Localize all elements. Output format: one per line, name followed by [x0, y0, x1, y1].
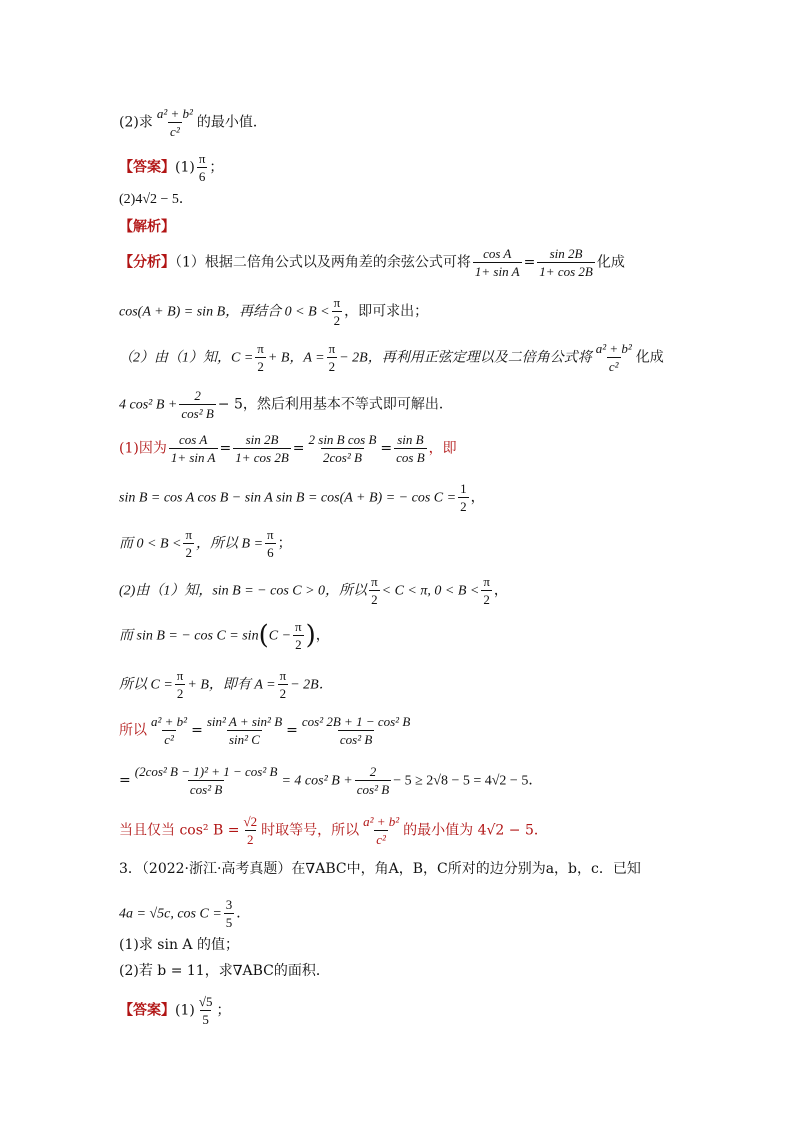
question-3-title: 3．（2022·浙江·高考真题）在∇ABC中，角A，B，C所对的边分别为a，b，c．已知: [119, 861, 641, 877]
fraction: $\frac{\text{cos² 2B + 1 − cos² B}}{\text{cos² B}}$: [301, 714, 411, 747]
fraction: $\frac{\pi}{2}$: [483, 574, 490, 607]
answer-part-1: 【答案】(1) $\frac{\pi}{6}$ ；: [119, 151, 224, 184]
fraction: $\frac{\pi}{2}$: [279, 668, 287, 701]
solution-line-3: 而 0 < B < $\frac{\pi}{2}$ ，所以 B = $\frac{\pi}{6}$ ；: [119, 527, 292, 560]
part-label: (2)求: [119, 114, 153, 131]
solution-line-7: 所以 $\frac{\text{a² + b²}}{\text{c²}}$ = $\frac{\text{sin² A + sin² B}}{\text{sin² C}}$ = $\frac{\text{cos² 2B + 1 − cos² B}}{\text{cos² B}}$: [119, 714, 411, 747]
answer-tag: 【答案】: [119, 1002, 175, 1019]
fraction: $\frac{\text{sin B}}{\text{cos B}}$: [396, 432, 425, 465]
question-3-part-2: (2)若 b = 11，求∇ABC的面积．: [119, 963, 330, 979]
fraction: $\frac{\sin 2B}{1+ \cos 2B}$: [235, 432, 289, 465]
fraction: $\frac{\text{a² + b²}}{\text{c²}}$: [151, 714, 188, 747]
fraction: $\frac{\text{a² + b²}}{\text{c²}}$: [595, 341, 632, 374]
fraction: $\frac{3}{5}$: [225, 897, 233, 930]
fraction: $\frac{\pi}{2}$: [257, 341, 264, 374]
fraction: $\frac{\text{cos A}}{\text{1+ sin A}}$: [170, 432, 216, 465]
fraction: $\frac{\text{cos A}}{\text{1+ sin A}}$: [474, 246, 520, 279]
solution-line-9: 当且仅当 cos² B = $\frac{√2}{2}$ 时取等号，所以 $\frac{\text{a² + b²}}{\text{c²}}$ 的最小值为 4√2 − 5．: [119, 814, 548, 847]
solution-line-6: 所以 C = $\frac{\pi}{2}$ + B，即有 A = $\frac{\pi}{2}$ − 2B．: [119, 668, 333, 701]
solution-line-2: sin B = cos A cos B − sin A sin B = cos(A + B) = − cos C = $\frac{1}{2}$ ，: [119, 481, 485, 514]
fenxi-line-3: （2）由（1）知，C = $\frac{\pi}{2}$ + B，A = $\frac{\pi}{2}$ − 2B，再利用正弦定理以及二倍角公式将 $\frac{\text{a² + b²}}{\text{c²}}$ 化成: [119, 341, 664, 374]
fraction: $\frac{\pi}{2}$: [185, 527, 193, 560]
fraction: $\frac{2}{\text{cos² B}}$: [356, 764, 390, 797]
fraction: $\frac{\text{2 sin B cos B}}{\text{2cos² B}}$: [308, 432, 377, 465]
fraction: $\frac{\pi}{2}$: [333, 295, 341, 328]
fraction: $\frac{\pi}{2}$: [328, 341, 336, 374]
fraction: $\frac{\text{a² + b²}}{\text{c²}}$: [156, 106, 193, 139]
fraction: $\frac{\pi}{2}$: [295, 619, 302, 652]
fenxi-line-1: 【分析】（1）根据二倍角公式以及两角差的余弦公式可将 $\frac{\text{cos A}}{\text{1+ sin A}}$ = $\frac{\sin 2B}{1+ \cos 2B}$ 化成: [119, 246, 625, 279]
fraction: $\frac{1}{2}$: [460, 481, 467, 514]
fraction: $\frac{\sin 2B}{1+ \cos 2B}$: [539, 246, 593, 279]
fraction: $\frac{2}{\text{cos² B}}$: [181, 388, 214, 421]
question-3-answer: 【答案】(1) $\frac{√5}{5}$ ；: [119, 994, 231, 1027]
fraction: $\frac{\text{a² + b²}}{\text{c²}}$: [363, 814, 400, 847]
question-part-2: (2)求 $\frac{\text{a² + b²}}{\text{c²}}$ 的最小值．: [119, 106, 267, 139]
fraction: $\frac{\pi}{6}$: [198, 151, 206, 184]
fraction: $\frac{\text{sin² A + sin² B}}{\text{sin² C}}$: [206, 714, 283, 747]
fraction: $\frac{√5}{5}$: [198, 994, 213, 1027]
solution-line-4: (2)由（1）知，sin B = − cos C > 0，所以 $\frac{\pi}{2}$ < C < π, 0 < B < $\frac{\pi}{2}$ ，: [119, 574, 508, 607]
solution-line-5: 而 sin B = − cos C = sin(C − $\frac{\pi}{2}$ )，: [119, 619, 330, 652]
answer-part-2: (2)4√2 − 5．: [119, 192, 193, 207]
fraction: $\frac{\pi}{6}$: [267, 527, 274, 560]
question-3-condition: 4a = √5c, cos C = $\frac{3}{5}$ ．: [119, 897, 251, 930]
fenxi-line-2: cos(A + B) = sin B，再结合 0 < B < $\frac{\pi}{2}$ ，即可求出；: [119, 295, 429, 328]
fraction: $\frac{\pi}{2}$: [176, 668, 184, 701]
fraction: $\frac{\pi}{2}$: [371, 574, 378, 607]
solution-line-1: (1)因为 $\frac{\text{cos A}}{\text{1+ sin A}}$ = $\frac{\sin 2B}{1+ \cos 2B}$ = $\frac{\text{2 sin B cos B}}{\text{2cos² B}}$ = $\frac{\text{sin B}}{\text{cos B}}$ ，即: [119, 432, 457, 465]
fenxi-line-4: 4 cos² B + $\frac{2}{\text{cos² B}}$ − 5，然后利用基本不等式即可解出．: [119, 388, 453, 421]
fenxi-tag: 【分析】: [119, 254, 175, 271]
question-3-part-1: (1)求 sin A 的值；: [119, 937, 239, 953]
solution-line-8: = $\frac{\text{(2cos² B − 1)² + 1 − cos² B}}{\text{cos² B}}$ = 4 cos² B + $\frac{2}{\text{cos² B}}$ − 5 ≥ 2√8 − 5 = 4√2 − 5．: [119, 764, 543, 797]
fraction: $\frac{√2}{2}$: [243, 814, 258, 847]
analysis-tag: 【解析】: [119, 219, 175, 235]
answer-tag: 【答案】: [119, 159, 175, 176]
fraction: $\frac{\text{(2cos² B − 1)² + 1 − cos² B}}{\text{cos² B}}$: [134, 764, 278, 797]
